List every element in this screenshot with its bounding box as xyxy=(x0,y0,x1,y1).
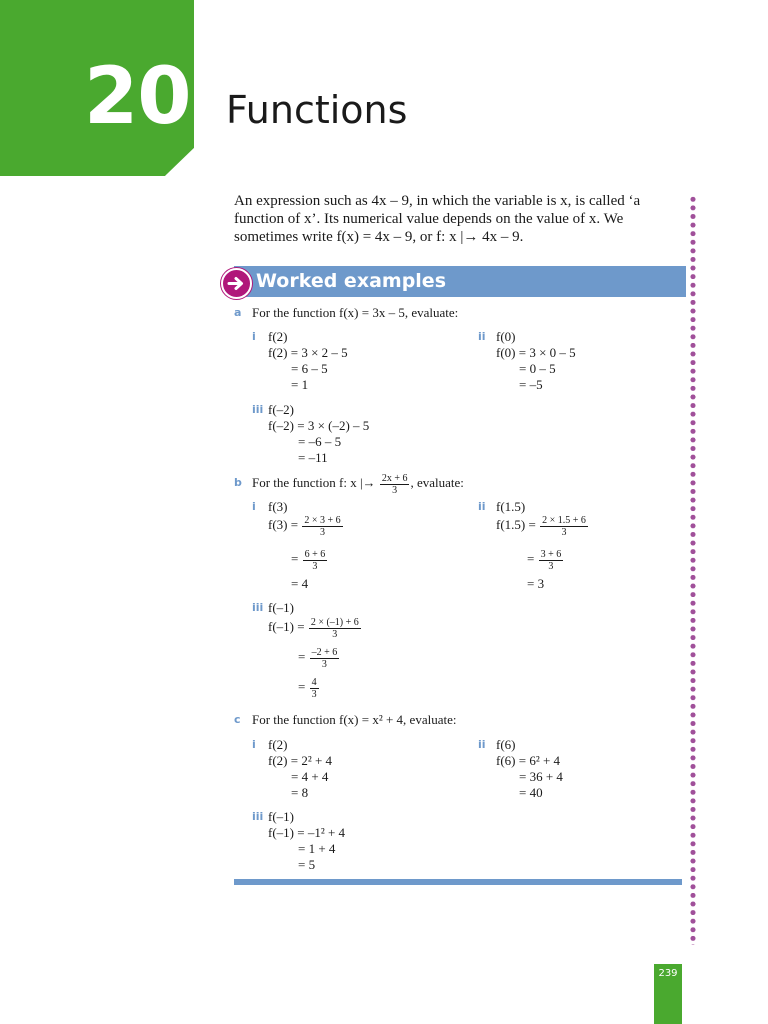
b-ii-step2: = $\frac{3 + 6}{3}$ xyxy=(527,548,562,572)
fraction: $\frac{2 \times 1.5 + 6}{3}$ xyxy=(542,514,586,538)
a-iii-line: f(–2) xyxy=(268,402,294,417)
a-i-line: = 6 – 5 xyxy=(291,361,328,376)
c-i-line: = 8 xyxy=(291,785,309,800)
c-iii-label: iii xyxy=(252,810,264,823)
c-ii-line: f(6) xyxy=(496,737,516,752)
a-i-line: f(2) = 3 × 2 – 5 xyxy=(268,345,348,360)
b-iii-label: iii xyxy=(252,601,264,614)
worked-examples-title: Worked examples xyxy=(256,270,446,292)
chapter-number: 20 xyxy=(84,52,191,142)
fraction: $\frac{6 + 6}{3}$ xyxy=(304,548,326,572)
b-iii-step3: = $\frac{4}{3}$ xyxy=(298,676,317,700)
c-i-line: = 4 + 4 xyxy=(291,769,329,784)
b-i-step1: f(3) = $\frac{2 \times 3 + 6}{3}$ xyxy=(268,514,341,538)
page-number: 239 xyxy=(658,968,678,979)
c-ii-line: f(6) = 6² + 4 xyxy=(496,753,561,768)
b-iii-step1: f(–1) = $\frac{2 \times (-1) + 6}{3}$ xyxy=(268,616,359,640)
b-i-question: f(3) xyxy=(268,499,288,514)
a-ii-line: f(0) = 3 × 0 – 5 xyxy=(496,345,576,360)
c-ii-label: ii xyxy=(478,738,486,751)
part-b-prompt: For the function f: x |→ $\frac{2x + 6}{3}$ , evaluate: xyxy=(252,472,464,496)
b-i-result: = 4 xyxy=(291,576,309,591)
fraction: $\frac{2 \times (-1) + 6}{3}$ xyxy=(310,616,359,640)
b-iii-step2: = $\frac{-2 + 6}{3}$ xyxy=(298,646,338,670)
c-i-line: f(2) xyxy=(268,737,288,752)
part-a-label: a xyxy=(234,306,242,319)
a-iii-line: = –6 – 5 xyxy=(298,434,342,449)
c-iii-line: f(–1) = –1² + 4 xyxy=(268,825,346,840)
b-ii-result: = 3 xyxy=(527,576,545,591)
c-ii-line: = 40 xyxy=(519,785,543,800)
a-ii-line: f(0) xyxy=(496,329,516,344)
a-iii-label: iii xyxy=(252,403,264,416)
fraction: $\frac{2 \times 3 + 6}{3}$ xyxy=(304,514,341,538)
b-ii-step1: f(1.5) = $\frac{2 \times 1.5 + 6}{3}$ xyxy=(496,514,586,538)
a-i-line: f(2) xyxy=(268,329,288,344)
a-iii-line: f(–2) = 3 × (–2) – 5 xyxy=(268,418,370,433)
a-i-line: = 1 xyxy=(291,377,309,392)
a-i-label: i xyxy=(252,330,256,343)
b-ii-label: ii xyxy=(478,500,486,513)
a-iii-line: = –11 xyxy=(298,450,328,465)
b-iii-question: f(–1) xyxy=(268,600,294,615)
a-ii-label: ii xyxy=(478,330,486,343)
fraction: $\frac{2x + 6}{3}$ xyxy=(381,472,408,496)
intro-paragraph: An expression such as 4x – 9, in which the variable is x, is called ‘a function of x’. Its numerical value depends on the value of x. We sometimes write f(x) = 4x – 9, or f: x |→ 4x – 9. xyxy=(234,193,641,245)
a-ii-line: = –5 xyxy=(519,377,543,392)
b-i-label: i xyxy=(252,500,256,513)
chapter-title: Functions xyxy=(226,88,408,132)
part-a-prompt: For the function f(x) = 3x – 5, evaluate: xyxy=(252,305,459,320)
part-b-label: b xyxy=(234,476,242,489)
c-iii-line: = 1 + 4 xyxy=(298,841,336,856)
section-end-rule xyxy=(234,879,682,885)
margin-dots xyxy=(690,195,696,945)
fraction: $\frac{3 + 6}{3}$ xyxy=(540,548,562,572)
arrow-right-icon xyxy=(221,268,252,299)
b-ii-question: f(1.5) xyxy=(496,499,526,514)
b-i-step2: = $\frac{6 + 6}{3}$ xyxy=(291,548,326,572)
c-i-line: f(2) = 2² + 4 xyxy=(268,753,333,768)
fraction: $\frac{4}{3}$ xyxy=(311,676,317,700)
part-c-label: c xyxy=(234,713,241,726)
c-ii-line: = 36 + 4 xyxy=(519,769,563,784)
c-iii-line: = 5 xyxy=(298,857,316,872)
fraction: $\frac{-2 + 6}{3}$ xyxy=(311,646,338,670)
part-c-prompt: For the function f(x) = x² + 4, evaluate: xyxy=(252,712,457,727)
a-ii-line: = 0 – 5 xyxy=(519,361,556,376)
c-i-label: i xyxy=(252,738,256,751)
c-iii-line: f(–1) xyxy=(268,809,294,824)
